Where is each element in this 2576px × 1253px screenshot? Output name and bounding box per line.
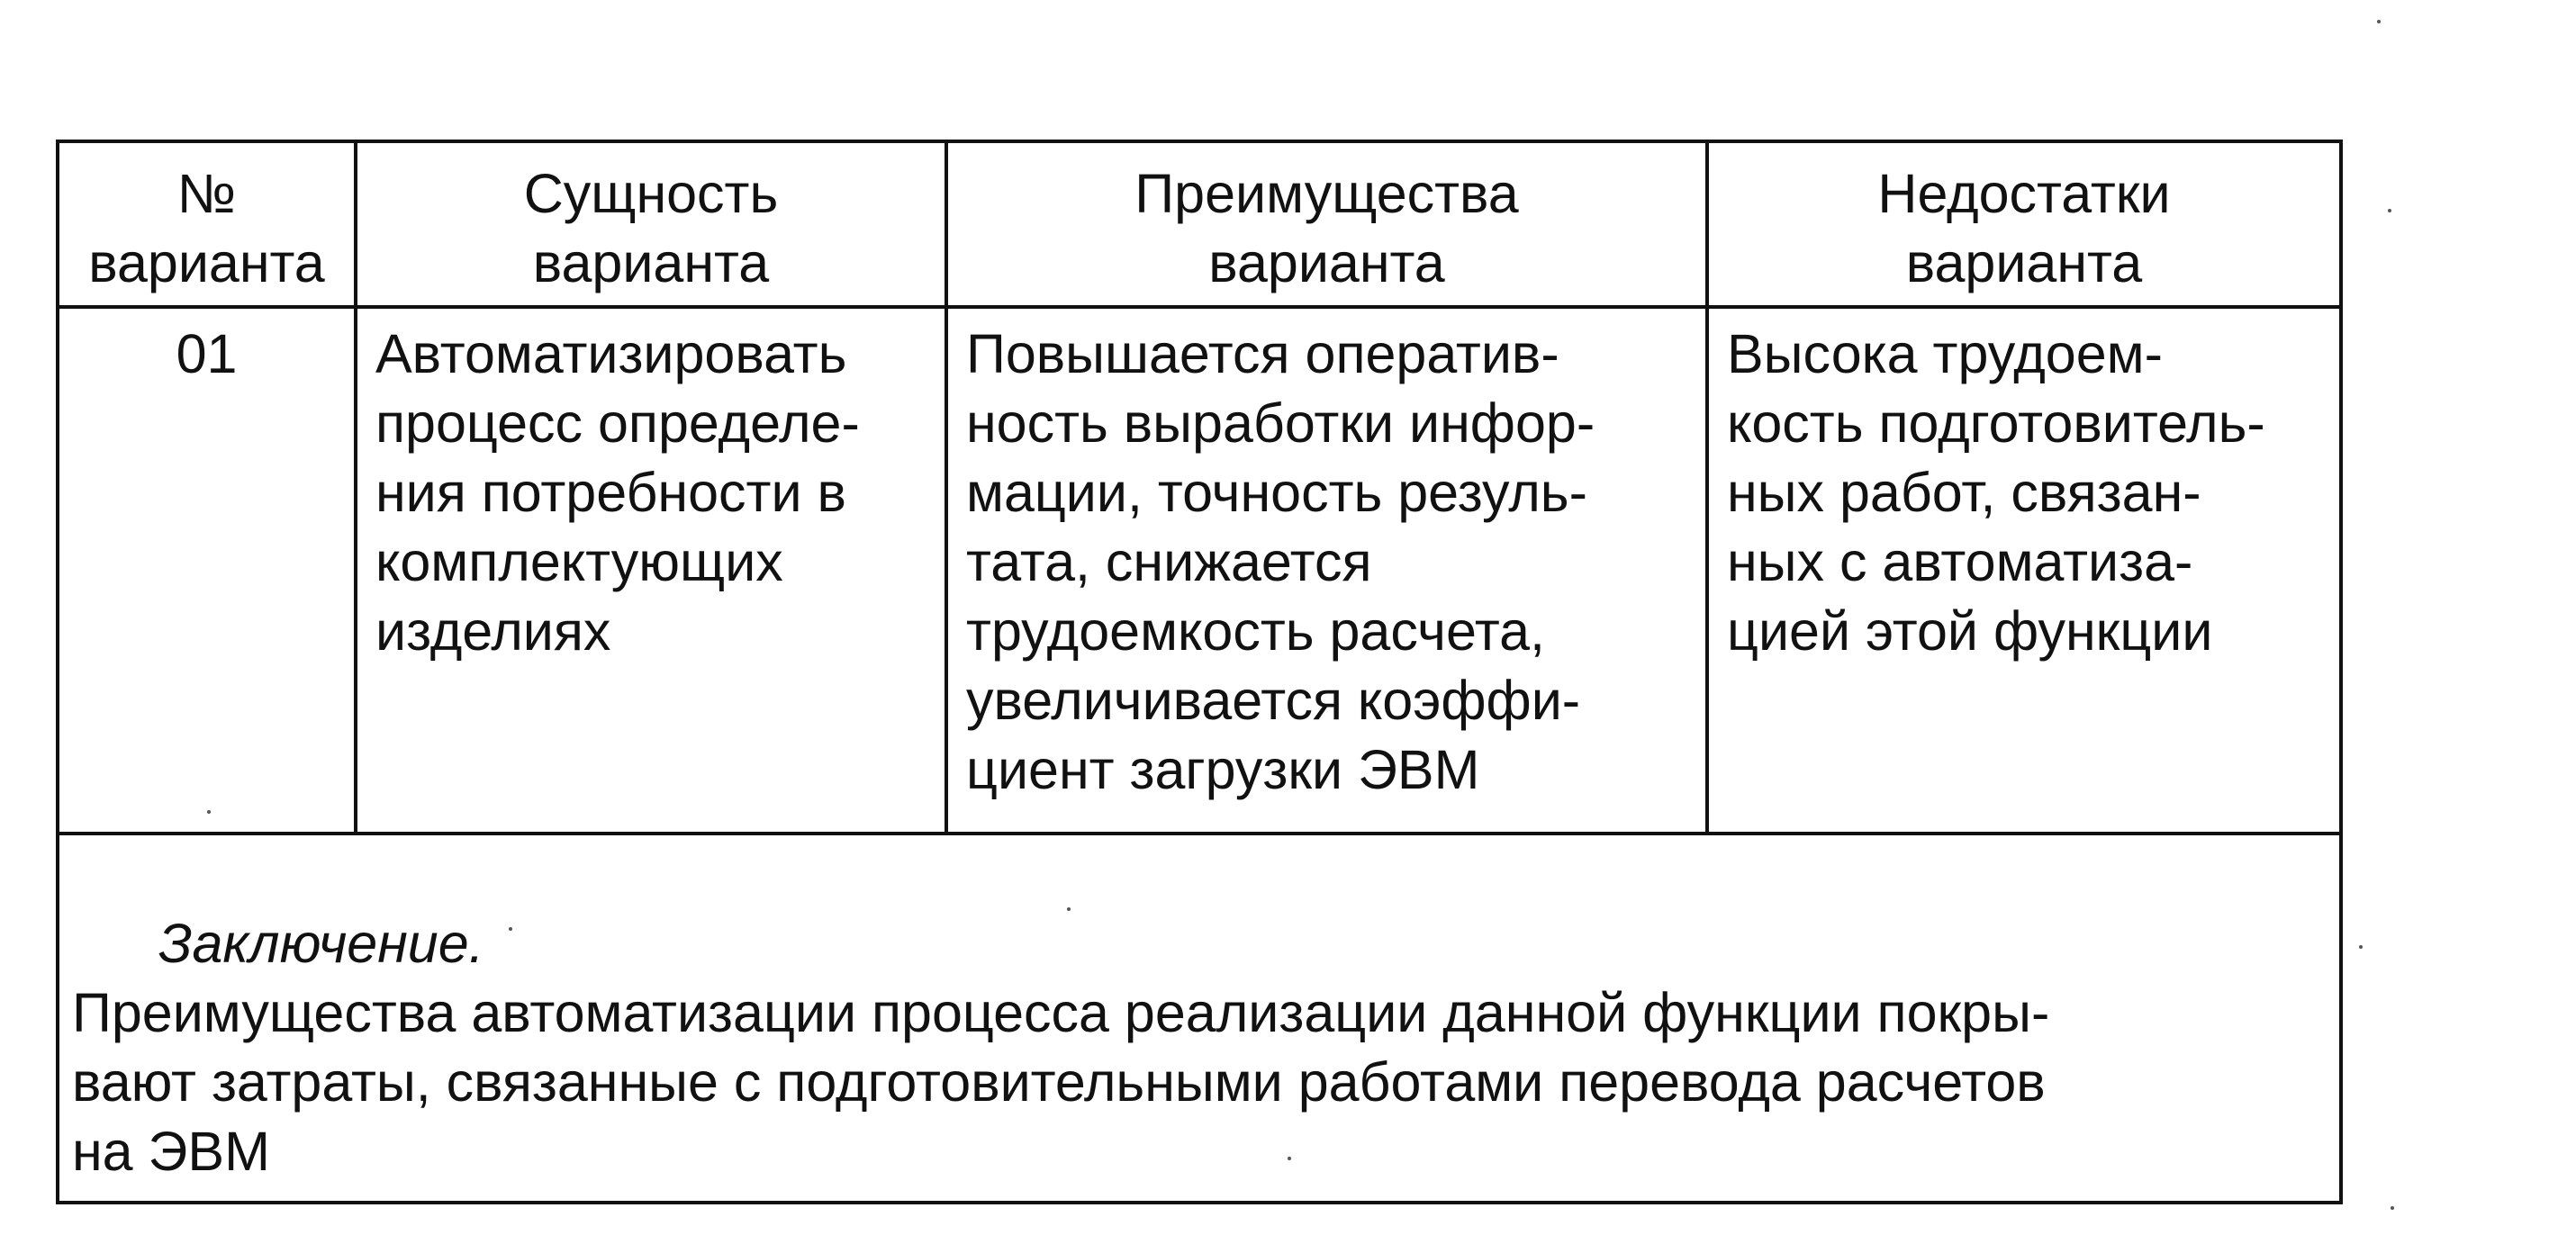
scan-speck	[509, 927, 512, 931]
header-variant-disadvantages: Недостатки варианта	[1707, 141, 2341, 307]
conclusion-heading: Заключение.	[158, 913, 484, 974]
scan-speck	[2377, 20, 2381, 23]
header-variant-essence: Сущность варианта	[356, 141, 946, 307]
variant-disadvantages-cell: Высока трудоем- кость подготовитель- ных работ, связан- ных с автоматиза- цией этой функции	[1707, 307, 2341, 834]
conclusion-text-line: Преимущества автоматизации процесса реализации данной функции покры-	[72, 982, 2050, 1043]
scan-speck	[2388, 209, 2391, 212]
scan-speck	[2391, 1206, 2394, 1210]
variant-number-cell: 01	[58, 307, 356, 834]
conclusion-row	[58, 834, 2341, 1203]
conclusion-text-line: вают затраты, связанные с подготовительными работами перевода расчетов	[72, 1051, 2046, 1113]
conclusion-text-line: на ЭВМ	[72, 1121, 270, 1182]
header-variant-advantages: Преимущества варианта	[946, 141, 1707, 307]
table-row	[58, 307, 2341, 834]
scan-speck	[1288, 1157, 1291, 1160]
conclusion-cell	[58, 834, 2341, 1203]
variant-advantages-cell: Повышается оператив- ность выработки инфор- мации, точность резуль- тата, снижается трудоемкость расчета, увеличивается коэффи- циент загрузки ЭВМ	[946, 307, 1707, 834]
scan-speck	[1067, 907, 1071, 911]
variant-table	[56, 140, 2343, 1204]
scan-speck	[207, 810, 211, 814]
header-row	[58, 141, 2341, 307]
scan-speck	[2359, 945, 2363, 949]
variant-essence-cell: Автоматизировать процесс определе- ния потребности в комплектующих изделиях	[356, 307, 946, 834]
header-variant-number: № варианта	[58, 141, 356, 307]
